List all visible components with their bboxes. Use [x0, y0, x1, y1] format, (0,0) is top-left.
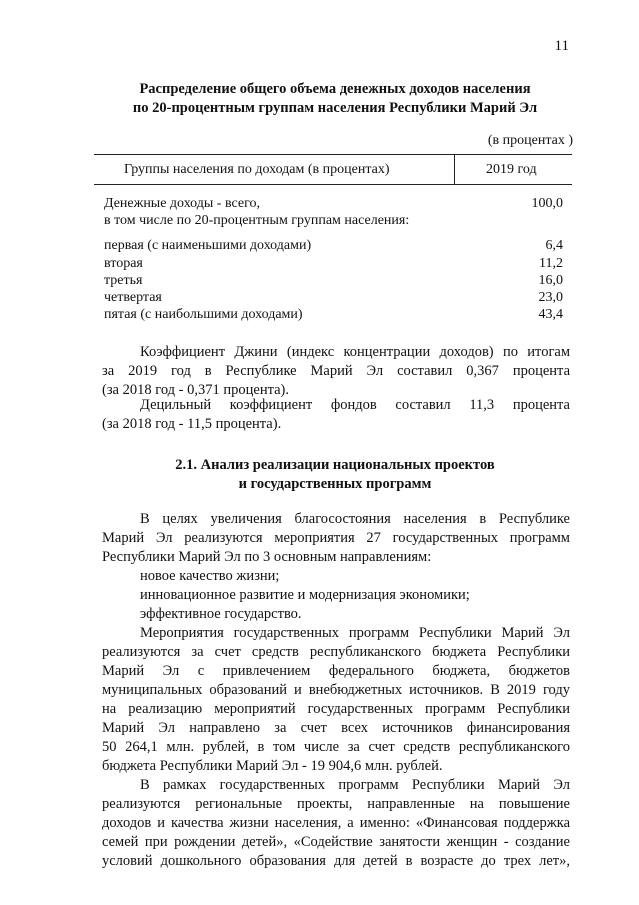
funding-line-3: Марий Эл с привлечением федерального бюджета, бюджетов — [102, 663, 570, 679]
table-total-label-2: в том числе по 20-процентным группам населения: — [104, 213, 410, 228]
funding-line-7: 50 264,1 млн. рублей, в том числе за счет средств республиканского — [102, 739, 570, 755]
direction-item: инновационное развитие и модернизация экономики; — [140, 587, 470, 603]
table-title — [60, 80, 610, 118]
intro-line-1: В целях увеличения благосостояния населения в Республике — [140, 511, 570, 527]
projects-line-2: реализуются региональные проекты, направленные на повышение — [102, 796, 570, 812]
projects-line-4: семей при рождении детей», «Содействие занятости женщин - создание — [102, 834, 570, 850]
decile-line-2: (за 2018 год - 11,5 процента). — [102, 416, 282, 432]
gini-paragraph — [102, 343, 570, 400]
table-row-label: третья — [104, 273, 143, 288]
table-header-groups: Группы населения по доходам (в процентах) — [124, 162, 390, 177]
decile-paragraph — [102, 396, 570, 434]
funding-paragraph — [102, 624, 570, 776]
funding-line-1: Мероприятия государственных программ Республики Марий Эл — [140, 625, 570, 641]
table-total-value: 100,0 — [531, 196, 563, 211]
gini-line-3: (за 2018 год - 0,371 процента). — [102, 382, 289, 398]
decile-line-1: Децильный коэффициент фондов составил 11,3 процента — [140, 397, 570, 413]
table-row-label: четвертая — [104, 290, 162, 305]
funding-line-8: бюджета Республики Марий Эл - 19 904,6 млн. рублей. — [102, 758, 443, 774]
table-row-label: первая (с наименьшими доходами) — [104, 238, 312, 253]
section-title — [60, 456, 610, 494]
section-title-line-2: и государственных программ — [238, 476, 432, 492]
intro-line-2: Марий Эл реализуются мероприятия 27 государственных программ — [102, 530, 570, 546]
table-total-label-1: Денежные доходы - всего, — [104, 196, 260, 211]
table-row-label: пятая (с наибольшими доходами) — [104, 307, 303, 322]
table-header-rule — [94, 184, 572, 185]
funding-line-5: на реализацию мероприятий государственных программ Республики — [102, 701, 570, 717]
table-row-value: 43,4 — [538, 307, 563, 322]
funding-line-6: Марий Эл направлено за счет всех источников финансирования — [102, 720, 570, 736]
table-row-value: 23,0 — [538, 290, 563, 305]
funding-line-2: реализуются за счет средств республиканского бюджета Республики — [102, 644, 570, 660]
direction-item: новое качество жизни; — [140, 568, 280, 584]
table-row-value: 6,4 — [545, 238, 563, 253]
intro-line-3: Республики Марий Эл по 3 основным направлениям: — [102, 549, 432, 565]
table-top-rule — [94, 154, 572, 155]
gini-line-1: Коэффициент Джини (индекс концентрации доходов) по итогам — [140, 344, 570, 360]
table-title-line-2: по 20-процентным группам населения Республики Марий Эл — [132, 100, 538, 116]
intro-paragraph — [102, 510, 570, 624]
gini-line-2: за 2019 год в Республике Марий Эл составил 0,367 процента — [102, 363, 570, 379]
table-title-line-1: Распределение общего объема денежных доходов населения — [139, 81, 531, 97]
table-row-value: 16,0 — [538, 273, 563, 288]
projects-line-5: условий дошкольного образования для детей в возрасте до трех лет», — [102, 853, 570, 869]
section-title-line-1: 2.1. Анализ реализации национальных проектов — [175, 457, 495, 473]
units-note: (в процентах ) — [487, 133, 573, 148]
projects-line-1: В рамках государственных программ Республики Марий Эл — [140, 777, 570, 793]
projects-line-3: доходов и качества жизни населения, а именно: «Финансовая поддержка — [102, 815, 570, 831]
table-header-year: 2019 год — [486, 162, 537, 177]
table-row-value: 11,2 — [539, 256, 563, 271]
page-number: 11 — [554, 38, 569, 54]
direction-item: эффективное государство. — [140, 606, 302, 622]
projects-paragraph — [102, 776, 570, 871]
funding-line-4: муниципальных образований и внебюджетных источников. В 2019 году — [102, 682, 570, 698]
table-header-divider — [454, 154, 455, 184]
table-row-label: вторая — [104, 256, 143, 271]
